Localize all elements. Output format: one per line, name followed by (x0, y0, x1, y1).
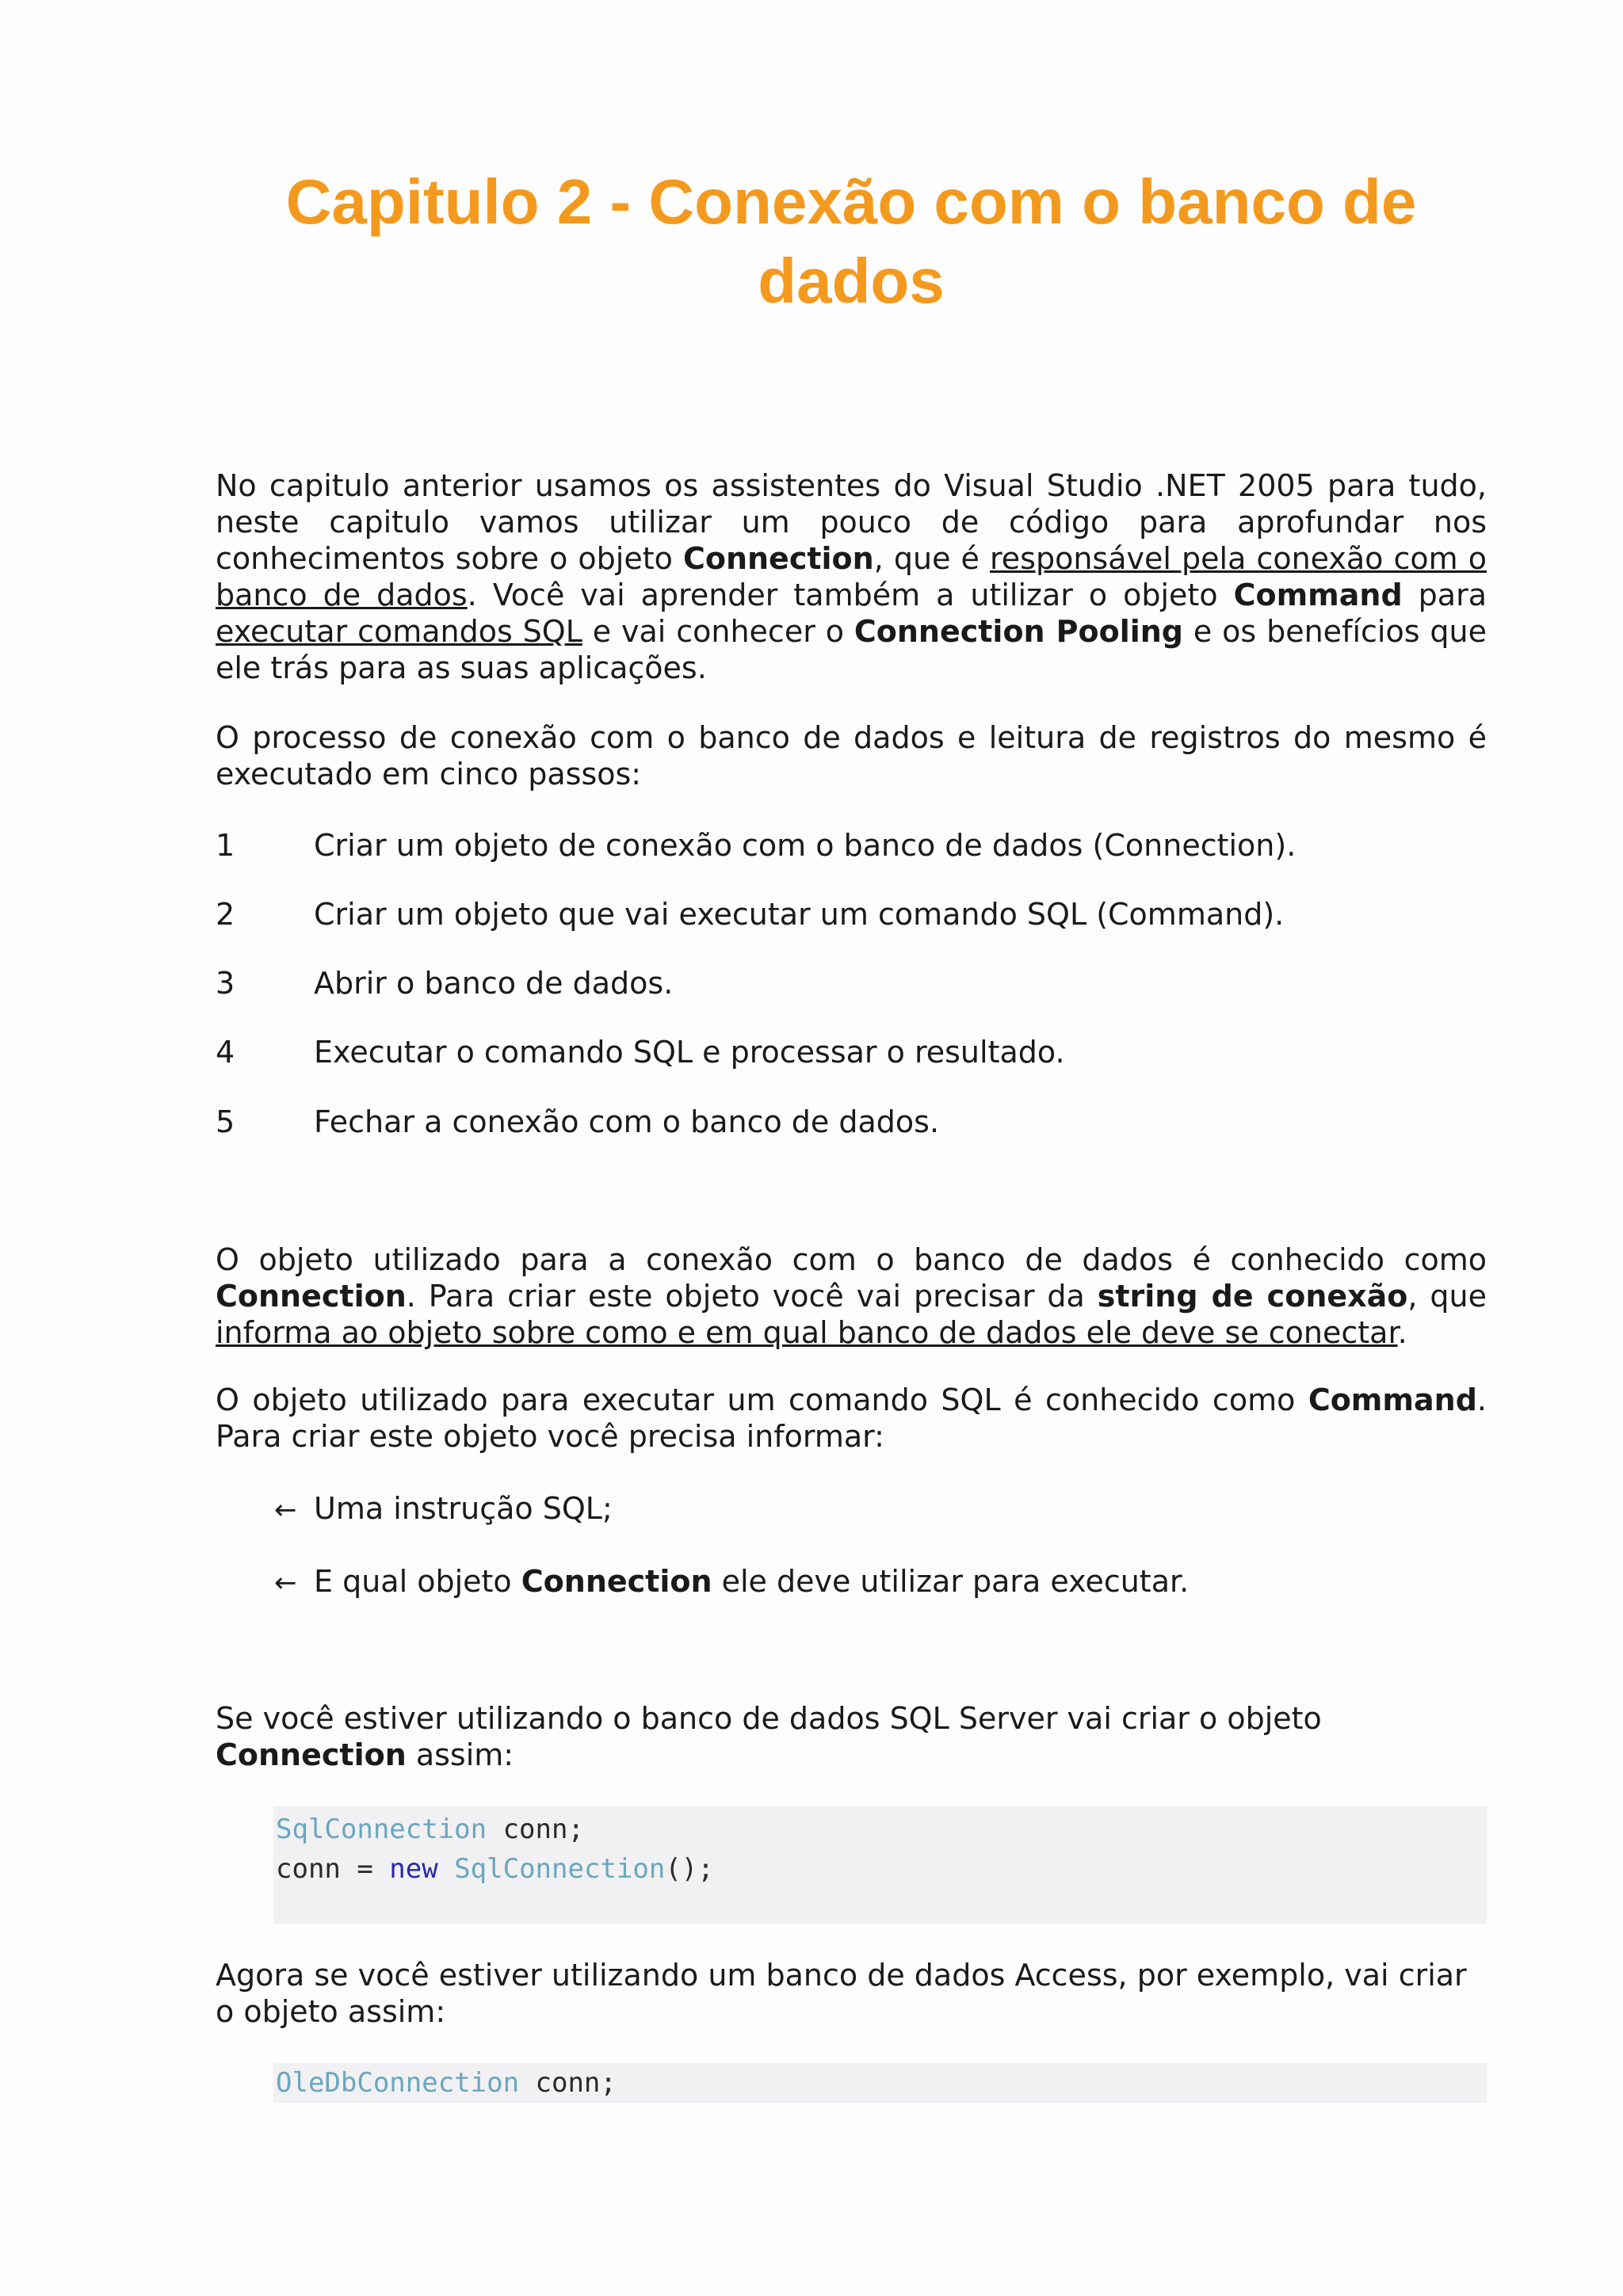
bold-connection-pooling: Connection Pooling (854, 614, 1184, 649)
step-text: Criar um objeto que vai executar um comando SQL (Command). (314, 897, 1285, 932)
chapter-title: Capitulo 2 - Conexão com o banco de dados (285, 166, 1417, 316)
bold-connection: Connection (682, 541, 874, 576)
command-paragraph (216, 1382, 1487, 1455)
step-text: Abrir o banco de dados. (314, 966, 674, 1001)
code-block-access (273, 2063, 1487, 2103)
text: O objeto utilizado para executar um comando SQL é conhecido como (216, 1383, 1308, 1417)
text: , que é (873, 541, 991, 576)
code-keyword: new (389, 1853, 438, 1885)
code-text (438, 1853, 454, 1885)
text: Se você estiver utilizando o banco de dados SQL Server vai criar o objeto (216, 1701, 1322, 1736)
code-block-sqlserver (273, 1806, 1487, 1924)
bold-command: Command (1308, 1383, 1477, 1417)
code-type: SqlConnection (276, 1814, 487, 1845)
bold-connection: Connection (521, 1564, 712, 1599)
bold-connection: Connection (216, 1737, 407, 1772)
access-paragraph: Agora se você estiver utilizando um banco de dados Access, por exemplo, vai criar o objeto assim: (216, 1958, 1467, 2029)
bold-connection-string: string de conexão (1097, 1279, 1408, 1314)
text: . Para criar este objeto você vai precisar da (406, 1279, 1098, 1314)
text: e os benefícios que ele trás para as suas aplicações. (216, 614, 1487, 685)
code-text: conn; (519, 2067, 617, 2099)
code-text: (); (665, 1853, 714, 1885)
text: , que (1407, 1279, 1487, 1314)
code-text: conn; (487, 1814, 584, 1845)
step-number: 3 (216, 966, 235, 1001)
text: O objeto utilizado para a conexão com o banco de dados é conhecido como (216, 1242, 1487, 1277)
process-paragraph: O processo de conexão com o banco de dados e leitura de registros do mesmo é executado em cinco passos: (216, 720, 1487, 791)
code-line (275, 1849, 1487, 1889)
step-number: 2 (216, 897, 235, 932)
step-text: Fechar a conexão com o banco de dados. (314, 1104, 940, 1139)
underlined-text: responsável pela conexão com o banco de dados (216, 541, 1487, 612)
step-text: Executar o comando SQL e processar o resultado. (314, 1035, 1065, 1070)
text: assim: (406, 1737, 514, 1772)
intro-paragraph (216, 467, 1487, 686)
text: para (1402, 578, 1487, 612)
code-line (275, 2063, 1487, 2103)
step-text: Criar um objeto de conexão com o banco de dados (Connection). (314, 828, 1296, 863)
bullet-item (274, 1490, 613, 1528)
left-arrow-icon: ← (274, 1567, 297, 1599)
bold-connection: Connection (216, 1279, 407, 1314)
text: . Você vai aprender também a utilizar o objeto (467, 578, 1234, 612)
underlined-text: executar comandos SQL (216, 614, 582, 649)
left-arrow-icon: ← (274, 1494, 297, 1526)
connection-paragraph (216, 1241, 1487, 1351)
code-line (275, 1810, 1487, 1849)
underlined-text: informa ao objeto sobre como e em qual banco de dados ele deve se conectar (216, 1315, 1398, 1350)
step-number: 5 (216, 1104, 235, 1139)
step-number: 4 (216, 1035, 235, 1070)
text: No capitulo anterior usamos os assistentes do Visual Studio .NET 2005 para tudo, neste capitulo vamos utilizar um pouco de código para aprofundar nos conhecimentos sobre o objeto (216, 468, 1487, 576)
text: e vai conhecer o (582, 614, 854, 649)
bullet-text: E qual objeto (314, 1564, 521, 1599)
bullet-text: Uma instrução SQL; (314, 1491, 613, 1526)
bullet-text: ele deve utilizar para executar. (712, 1564, 1190, 1599)
code-text: conn = (276, 1853, 390, 1885)
bold-command: Command (1233, 578, 1403, 612)
code-type: SqlConnection (454, 1853, 666, 1885)
step-number: 1 (216, 828, 235, 863)
text: . Para criar este objeto você precisa informar: (216, 1383, 1487, 1454)
sqlserver-paragraph (216, 1700, 1487, 1773)
code-type: OleDbConnection (276, 2067, 520, 2099)
bullet-item (274, 1563, 1189, 1601)
text: . (1397, 1315, 1407, 1350)
